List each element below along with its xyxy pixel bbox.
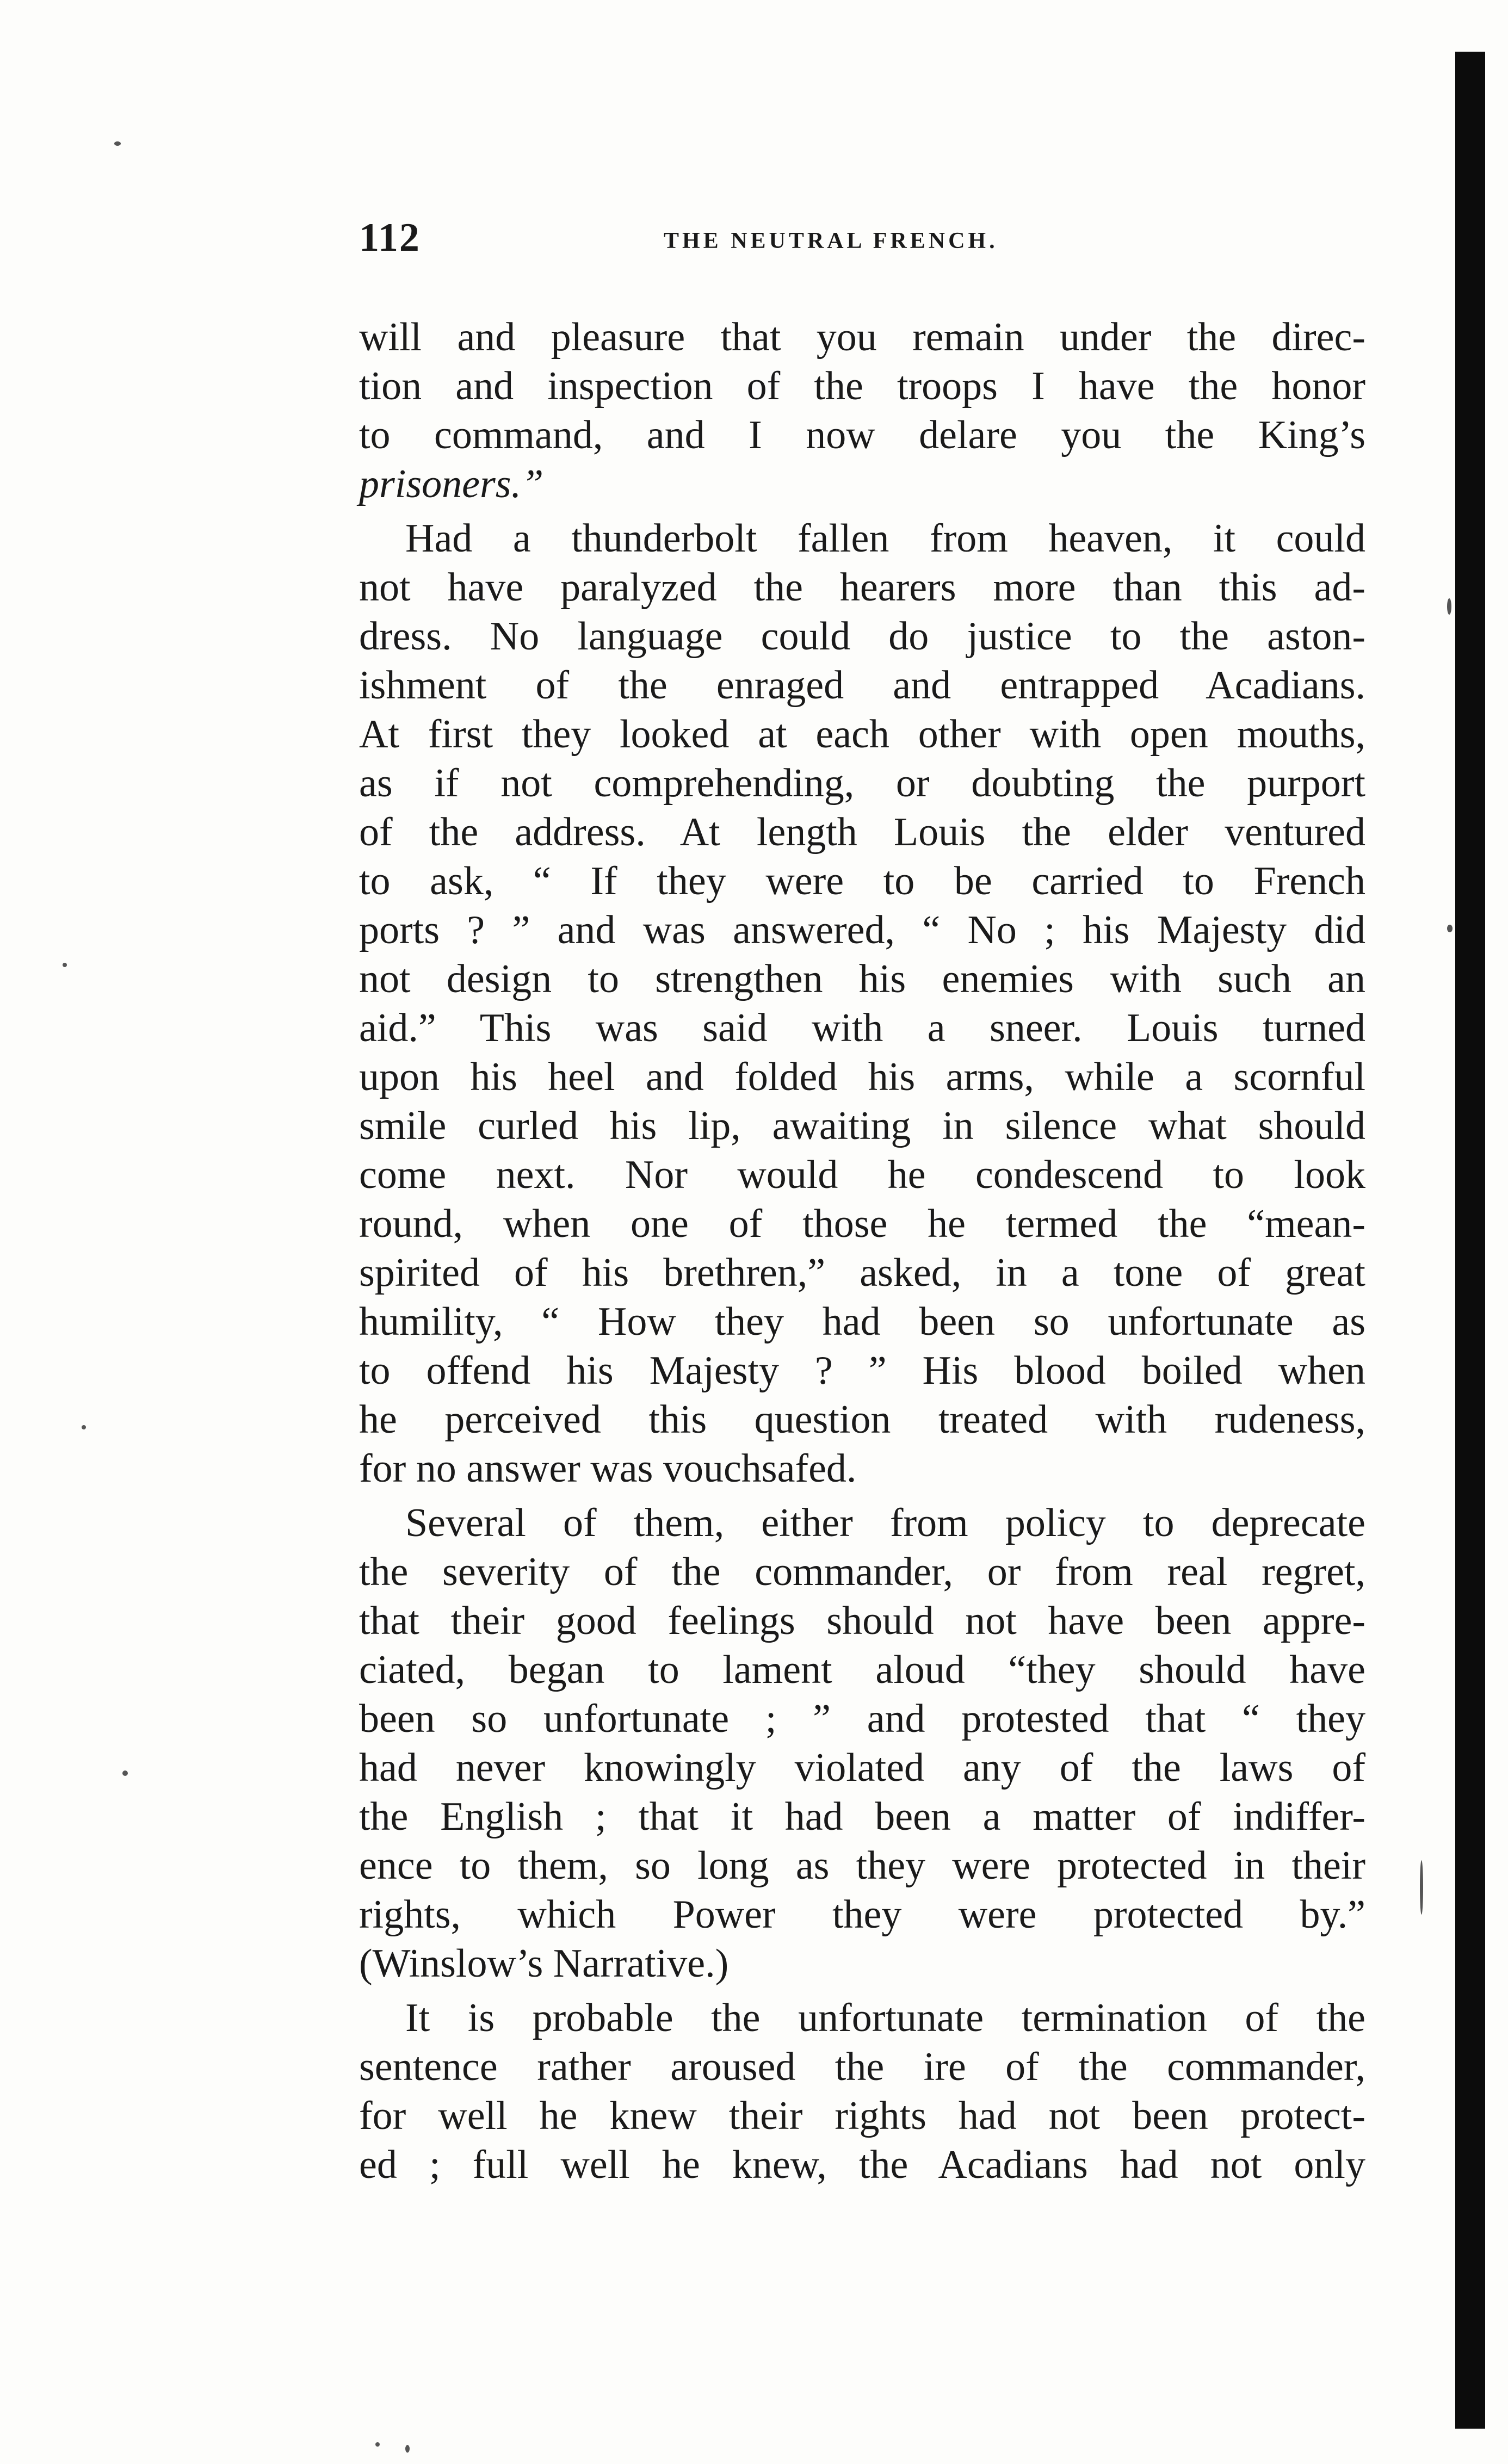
text-line: round, when one of those he termed the “mean- bbox=[359, 1202, 1365, 1246]
text-line: ence to them, so long as they were protected in their bbox=[359, 1843, 1365, 1888]
text-line: of the address. At length Louis the elder ventured bbox=[359, 810, 1365, 855]
text-line: tion and inspection of the troops I have the honor bbox=[359, 364, 1365, 408]
page-number: 112 bbox=[359, 215, 421, 260]
scan-speck bbox=[1447, 598, 1451, 615]
scan-speck bbox=[114, 141, 121, 146]
paragraph-2 bbox=[359, 514, 1365, 1493]
text-line: spirited of his brethren,” asked, in a tone of great bbox=[359, 1250, 1365, 1295]
paragraph-4 bbox=[359, 1994, 1365, 2189]
running-head: THE NEUTRAL FRENCH. bbox=[664, 228, 998, 253]
text-line: been so unfortunate ; ” and protested that “ they bbox=[359, 1697, 1365, 1741]
text-line: come next. Nor would he condescend to look bbox=[359, 1153, 1365, 1197]
scan-speck bbox=[122, 1770, 128, 1776]
text-line: smile curled his lip, awaiting in silence what should bbox=[359, 1104, 1365, 1148]
text-line: aid.” This was said with a sneer. Louis turned bbox=[359, 1006, 1365, 1050]
body-text bbox=[359, 313, 1365, 2189]
text-line: ishment of the enraged and entrapped Acadians. bbox=[359, 663, 1365, 708]
text-line: Had a thunderbolt fallen from heaven, it could bbox=[405, 516, 1365, 561]
text-line: rights, which Power they were protected by.” bbox=[359, 1892, 1365, 1937]
text-line: prisoners.” bbox=[359, 462, 544, 506]
paragraph-3 bbox=[359, 1499, 1365, 1988]
text-line: as if not comprehending, or doubting the purport bbox=[359, 761, 1365, 806]
text-line: the English ; that it had been a matter of indiffer- bbox=[359, 1794, 1365, 1839]
text-line: Several of them, either from policy to deprecate bbox=[405, 1501, 1365, 1545]
page-binding-shadow bbox=[1455, 52, 1485, 2429]
text-line: not design to strengthen his enemies with such an bbox=[359, 957, 1365, 1001]
text-line: ciated, began to lament aloud “they should have bbox=[359, 1648, 1365, 1692]
text-line: to offend his Majesty ? ” His blood boiled when bbox=[359, 1348, 1365, 1393]
scan-speck bbox=[63, 963, 67, 967]
text-line: the severity of the commander, or from real regret, bbox=[359, 1550, 1365, 1594]
text-line: for well he knew their rights had not been protect- bbox=[359, 2094, 1365, 2138]
text-line: At first they looked at each other with open mouths, bbox=[359, 712, 1365, 757]
text-line: to ask, “ If they were to be carried to French bbox=[359, 859, 1365, 903]
text-line: upon his heel and folded his arms, while a scornful bbox=[359, 1055, 1365, 1099]
text-line: It is probable the unfortunate termination of the bbox=[405, 1996, 1365, 2040]
text-line: will and pleasure that you remain under the direc- bbox=[359, 315, 1365, 360]
paragraph-1 bbox=[359, 313, 1365, 509]
text-line: to command, and I now delare you the King’s bbox=[359, 413, 1365, 457]
scan-speck bbox=[375, 2442, 380, 2447]
scan-speck bbox=[1447, 925, 1453, 932]
text-line: dress. No language could do justice to the aston- bbox=[359, 614, 1365, 659]
text-line: ports ? ” and was answered, “ No ; his Majesty did bbox=[359, 908, 1365, 952]
page-header bbox=[359, 215, 1371, 264]
text-line: sentence rather aroused the ire of the commander, bbox=[359, 2045, 1365, 2089]
text-line: ed ; full well he knew, the Acadians had not only bbox=[359, 2143, 1365, 2187]
text-line: humility, “ How they had been so unfortunate as bbox=[359, 1299, 1365, 1344]
text-line: not have paralyzed the hearers more than this ad- bbox=[359, 565, 1365, 610]
text-line: had never knowingly violated any of the laws of bbox=[359, 1745, 1365, 1790]
scan-speck bbox=[82, 1425, 86, 1429]
scan-speck bbox=[405, 2445, 410, 2453]
text-line: that their good feelings should not have been appre- bbox=[359, 1599, 1365, 1643]
text-line: (Winslow’s Narrative.) bbox=[359, 1941, 729, 1986]
text-line: he perceived this question treated with rudeness, bbox=[359, 1397, 1365, 1442]
text-line: for no answer was vouchsafed. bbox=[359, 1446, 857, 1491]
scan-speck bbox=[1420, 1860, 1423, 1915]
